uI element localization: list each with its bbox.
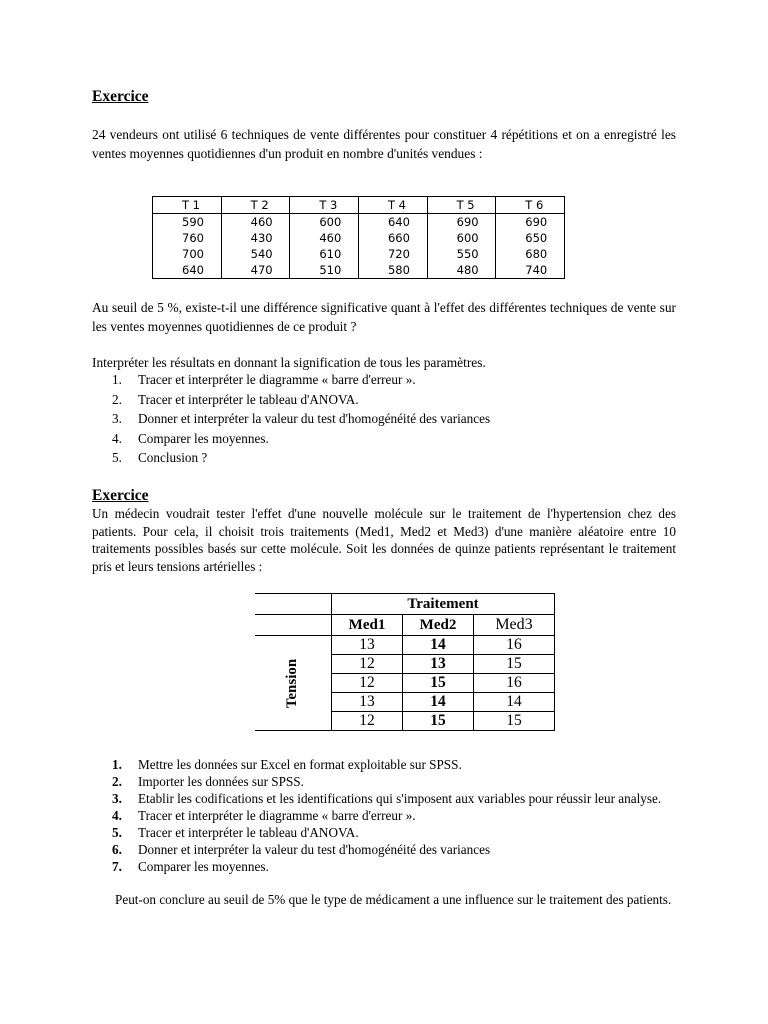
list-item <box>112 807 678 824</box>
list-text: Comparer les moyennes. <box>138 859 269 874</box>
table-cell: 600 <box>427 230 496 246</box>
tension-table-group-header: Traitement <box>332 594 555 615</box>
table-cell: 720 <box>358 246 427 262</box>
sales-table-header: T 5 <box>427 197 496 214</box>
table-cell: 650 <box>496 230 565 246</box>
tension-table-header: Med3 <box>474 615 555 636</box>
list-number: 1. <box>112 757 122 772</box>
list-number: 2. <box>112 774 122 789</box>
list-item <box>112 390 490 410</box>
table-row <box>153 262 565 279</box>
table-cell: 15 <box>403 674 474 693</box>
table-cell: 15 <box>474 655 555 674</box>
table-cell: 470 <box>221 262 290 279</box>
table-cell: 16 <box>474 674 555 693</box>
table-cell: 580 <box>358 262 427 279</box>
table-cell: 13 <box>332 693 403 712</box>
list-item <box>112 773 678 790</box>
list-item <box>112 841 678 858</box>
table-cell: 590 <box>153 214 222 231</box>
list-text: Comparer les moyennes. <box>138 430 269 446</box>
table-cell: 640 <box>358 214 427 231</box>
list-text: Mettre les données sur Excel en format exploitable sur SPSS. <box>138 757 462 772</box>
list-item <box>112 448 490 468</box>
list-item <box>112 790 678 807</box>
table-cell: 15 <box>474 712 555 731</box>
table-cell: 700 <box>153 246 222 262</box>
table-cell: 640 <box>153 262 222 279</box>
tension-table-header: Med1 <box>332 615 403 636</box>
table-cell: 550 <box>427 246 496 262</box>
list-number: 3. <box>112 411 122 426</box>
exercise1-question: Au seuil de 5 %, existe-t-il une différence significative quant à l'effet des différentes techniques de vente sur les ventes moyennes quotidiennes de ce produit ? <box>92 300 676 334</box>
list-number: 3. <box>112 791 122 806</box>
tension-row-label <box>255 636 332 731</box>
table-cell: 430 <box>221 230 290 246</box>
table-cell: 13 <box>403 655 474 674</box>
table-cell: 13 <box>332 636 403 655</box>
list-number: 6. <box>112 842 122 857</box>
table-cell: 680 <box>496 246 565 262</box>
list-text: Conclusion ? <box>138 450 208 465</box>
list-item <box>112 370 490 390</box>
sales-table-header: T 6 <box>496 197 565 214</box>
table-row <box>153 214 565 231</box>
table-cell: 460 <box>221 214 290 231</box>
table-cell: 480 <box>427 262 496 279</box>
table-cell: 760 <box>153 230 222 246</box>
list-text: Tracer et interpréter le tableau d'ANOVA. <box>138 391 359 407</box>
list-text: Donner et interpréter la valeur du test d'homogénéité des variances <box>138 842 491 857</box>
list-text: Tracer et interpréter le diagramme « barre d'erreur ». <box>138 372 416 387</box>
exercise1-task-list <box>112 370 490 468</box>
tension-table-group-row <box>255 594 555 615</box>
tension-table-header-row <box>255 615 555 636</box>
list-number: 2. <box>112 391 122 407</box>
table-cell: 690 <box>496 214 565 231</box>
table-cell: 12 <box>332 655 403 674</box>
table-cell: 660 <box>358 230 427 246</box>
list-number: 5. <box>112 450 122 465</box>
list-text: Donner et interpréter la valeur du test d'homogénéité des variances <box>138 411 491 426</box>
list-text: Tracer et interpréter le diagramme « barre d'erreur ». <box>138 808 416 823</box>
table-row <box>153 246 565 262</box>
tension-table-blank <box>255 615 332 636</box>
list-item <box>112 756 678 773</box>
list-text: Importer les données sur SPSS. <box>138 774 304 789</box>
table-row <box>255 636 555 655</box>
exercise2-task-list <box>112 756 678 875</box>
exercise2-conclusion: Peut-on conclure au seuil de 5% que le type de médicament a une influence sur le traitement des patients. <box>115 892 672 907</box>
exercise2-intro: Un médecin voudrait tester l'effet d'une nouvelle molécule sur le traitement de l'hypertension chez des patients. Pour cela, il choisit trois traitements (Med1, Med2 et Med3) d'une manière aléatoire entre 10 traitements possibles basés sur cette molécule. Soit les données de quinze patients représentant le traitement pris et leurs tensions artérielles : <box>92 506 676 574</box>
list-item <box>112 858 678 875</box>
list-item <box>112 824 678 841</box>
exercise1-interpret: Interpréter les résultats en donnant la signification de tous les paramètres. <box>92 355 486 370</box>
sales-table-header-row <box>153 197 565 214</box>
list-number: 1. <box>112 372 122 387</box>
table-cell: 14 <box>474 693 555 712</box>
exercise1-intro: 24 vendeurs ont utilisé 6 techniques de vente différentes pour constituer 4 répétitions et on a enregistré les ventes moyennes quotidiennes d'un produit en nombre d'unités vendues : <box>92 127 676 161</box>
list-text: Tracer et interpréter le tableau d'ANOVA. <box>138 825 359 840</box>
sales-table-header: T 2 <box>221 197 290 214</box>
list-item <box>112 429 490 449</box>
tension-table <box>255 593 555 731</box>
list-number: 4. <box>112 430 122 446</box>
table-cell: 12 <box>332 712 403 731</box>
list-number: 5. <box>112 825 122 840</box>
list-number: 4. <box>112 808 122 823</box>
table-cell: 510 <box>290 262 359 279</box>
table-row <box>153 230 565 246</box>
table-cell: 14 <box>403 693 474 712</box>
tension-label-text: Tension <box>284 658 301 709</box>
table-cell: 12 <box>332 674 403 693</box>
table-cell: 610 <box>290 246 359 262</box>
sales-table-header: T 3 <box>290 197 359 214</box>
table-cell: 15 <box>403 712 474 731</box>
tension-table-corner <box>255 594 332 615</box>
table-cell: 690 <box>427 214 496 231</box>
table-cell: 14 <box>403 636 474 655</box>
list-number: 7. <box>112 859 122 874</box>
sales-table <box>152 196 565 279</box>
list-item <box>112 409 490 429</box>
tension-table-header: Med2 <box>403 615 474 636</box>
exercise1-heading: Exercice <box>92 88 149 105</box>
table-cell: 740 <box>496 262 565 279</box>
sales-table-header: T 1 <box>153 197 222 214</box>
table-cell: 540 <box>221 246 290 262</box>
table-cell: 16 <box>474 636 555 655</box>
table-cell: 600 <box>290 214 359 231</box>
table-cell: 460 <box>290 230 359 246</box>
exercise2-heading: Exercice <box>92 487 149 504</box>
list-text: Etablir les codifications et les identifications qui s'imposent aux variables pour réussir leur analyse. <box>138 791 662 806</box>
sales-table-header: T 4 <box>358 197 427 214</box>
